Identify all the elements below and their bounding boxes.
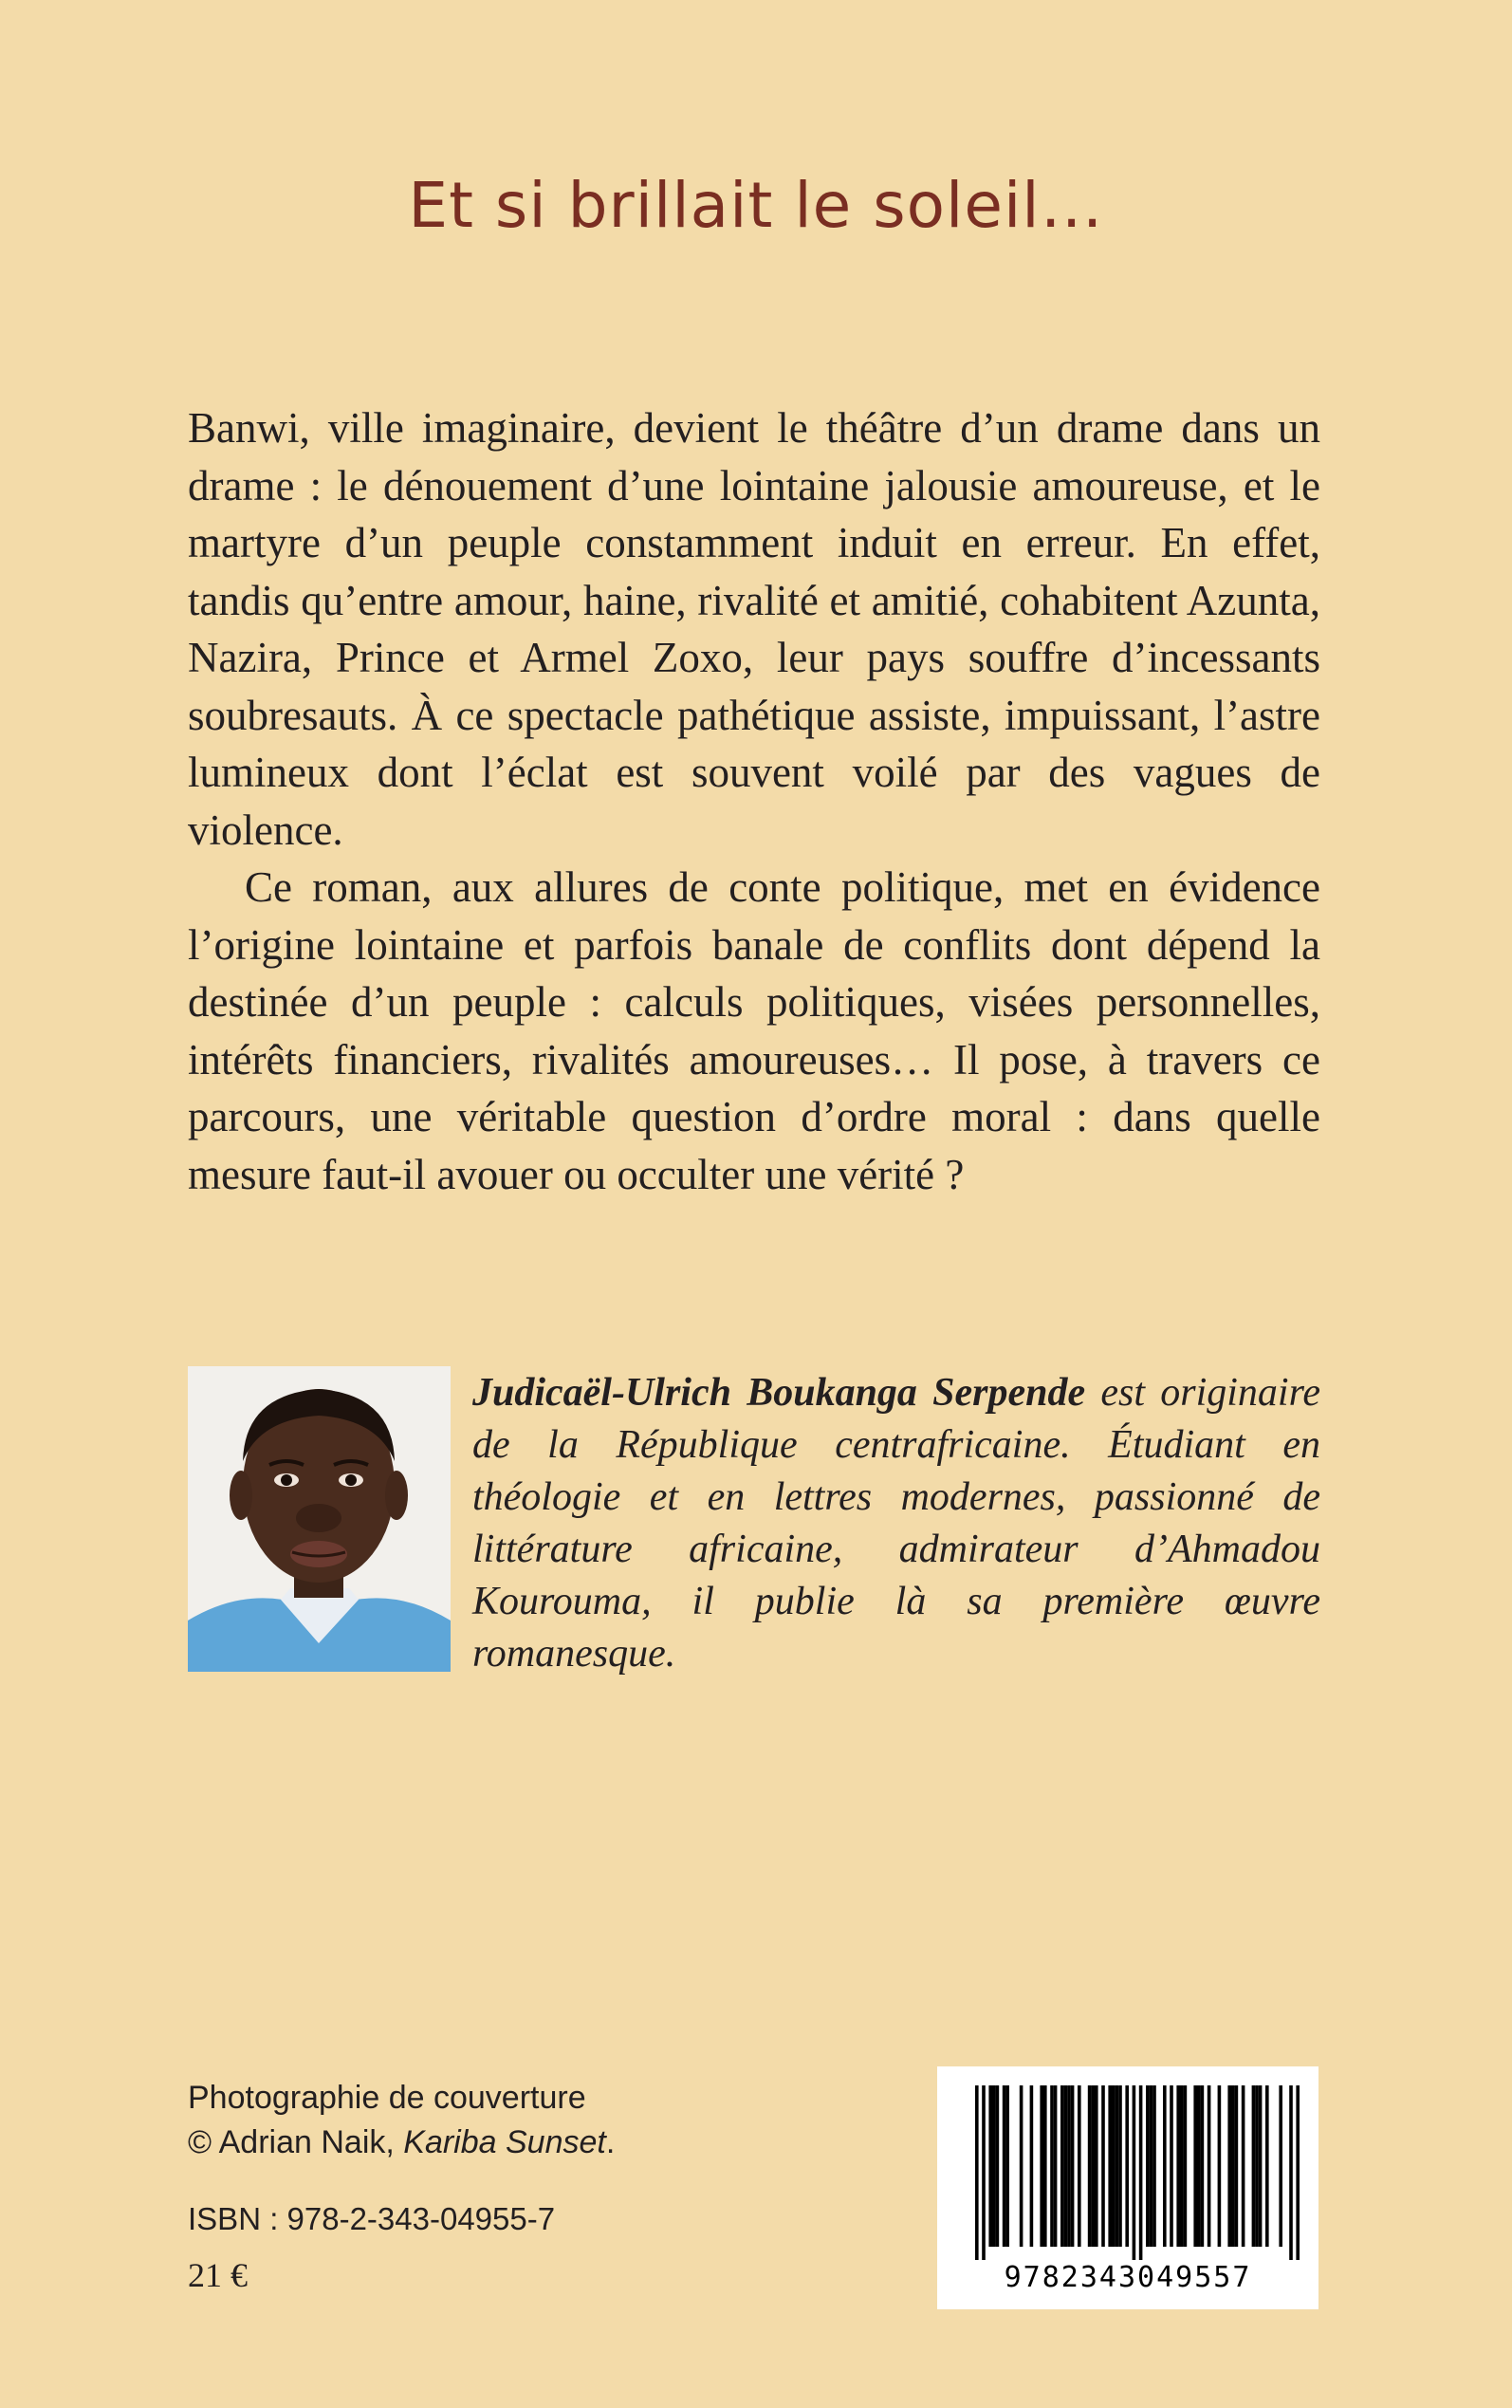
barcode-bar — [1150, 2085, 1153, 2247]
barcode-bar — [975, 2085, 979, 2260]
barcode-bar — [1242, 2085, 1245, 2247]
barcode-bar — [1180, 2085, 1184, 2247]
barcode-bar — [1197, 2085, 1201, 2247]
barcode-bar — [1265, 2085, 1269, 2247]
barcode-bar — [1296, 2085, 1300, 2260]
barcode-bar — [1152, 2085, 1156, 2247]
barcode-digits: 9782343049557 — [1004, 2261, 1252, 2294]
barcode-bar — [1060, 2085, 1064, 2247]
barcode-bar — [982, 2085, 986, 2260]
credits-photo-title: Kariba Sunset — [403, 2124, 606, 2160]
barcode-bar — [988, 2085, 992, 2247]
barcode-bar — [1095, 2085, 1098, 2247]
barcode-bar — [1043, 2085, 1047, 2247]
barcode-bar — [1289, 2085, 1293, 2260]
blurb-paragraph-1: Banwi, ville imaginaire, devient le théâtre d’un drame dans un drame : le dénouement d’une lointaine jalousie amoureuse, et le martyre d’un peuple constamment induit en erreur. En effet, tandis qu’entre amour, haine, rivalité et amitié, cohabitent Azunta, Nazira, Prince et Armel Zoxo, leur pays souffre d’incessants soubresauts. À ce spectacle pathétique assiste, impuissant, l’astre lumineux dont l’éclat est souvent voilé par des vagues de violence. — [188, 404, 1320, 854]
barcode-bar — [1003, 2085, 1006, 2247]
barcode-bar — [1067, 2085, 1071, 2247]
barcode-bar — [1252, 2085, 1256, 2247]
barcode-bar — [1193, 2085, 1197, 2247]
isbn: ISBN : 978-2-343-04955-7 — [188, 2201, 556, 2236]
barcode-bar — [1227, 2085, 1231, 2247]
book-title: Et si brillait le soleil… — [408, 169, 1104, 242]
back-cover-blurb — [188, 399, 1320, 1203]
barcode-bar — [1208, 2085, 1211, 2247]
author-bio-text: est originaire de la République centrafricaine. Étudiant en théologie et en lettres modernes, passionné de littérature africaine, admirateur d’Ahmadou Kourouma, il publie là sa première œuvre romanesque. — [472, 1371, 1321, 1676]
barcode-bar — [1116, 2085, 1119, 2247]
barcode-bar — [1040, 2085, 1043, 2247]
barcode-bar — [1125, 2085, 1129, 2247]
barcode-bar — [1071, 2085, 1075, 2247]
barcode-bar — [1170, 2085, 1173, 2247]
barcode-bar — [1112, 2085, 1116, 2247]
barcode — [937, 2066, 1318, 2309]
barcode-bar — [1279, 2085, 1282, 2247]
author-photo — [188, 1366, 451, 1672]
barcode-bar — [1184, 2085, 1188, 2247]
barcode-bar — [1235, 2085, 1239, 2247]
author-bio — [472, 1367, 1320, 1680]
barcode-bar — [1163, 2085, 1167, 2247]
barcode-bar — [1218, 2085, 1222, 2247]
credits-suffix: . — [605, 2124, 616, 2160]
barcode-bar — [996, 2085, 1000, 2247]
credits-line-1: Photographie de couverture — [188, 2080, 586, 2116]
price: 21 € — [188, 2256, 248, 2294]
blurb-paragraph-2: Ce roman, aux allures de conte politique, met en évidence l’origine lointaine et parfois banale de conflits dont dépend la destinée d’un peuple : calculs politiques, visées personnelles, intérêts financiers, rivalités amoureuses… Il pose, à travers ce parcours, une véritable question d’ordre moral : dans quelle mesure faut-il avouer ou occulter une vérité ? — [188, 863, 1320, 1198]
barcode-bar — [1146, 2085, 1150, 2247]
barcode-bar — [1078, 2085, 1081, 2247]
barcode-graphic — [937, 2066, 1318, 2309]
credits-line-2 — [188, 2121, 615, 2165]
barcode-bar — [1176, 2085, 1180, 2247]
barcode-bar — [1255, 2085, 1259, 2247]
barcode-bar — [1064, 2085, 1068, 2247]
barcode-bar — [1259, 2085, 1263, 2247]
credits-photographer: © Adrian Naik, — [188, 2124, 404, 2160]
author-name: Judicaël-Ulrich Boukanga Serpende — [472, 1371, 1086, 1415]
barcode-bar — [1231, 2085, 1235, 2247]
barcode-bar — [1050, 2085, 1054, 2247]
barcode-bar — [1005, 2085, 1009, 2247]
cover-photo-credits — [188, 2076, 615, 2165]
barcode-bar — [1108, 2085, 1112, 2247]
barcode-bar — [1139, 2085, 1143, 2260]
barcode-bar — [1118, 2085, 1122, 2247]
barcode-bar — [1088, 2085, 1092, 2247]
barcode-bar — [1133, 2085, 1136, 2260]
barcode-bar — [1091, 2085, 1095, 2247]
barcode-bar — [1101, 2085, 1105, 2247]
barcode-bar — [1020, 2085, 1023, 2247]
barcode-bar — [992, 2085, 996, 2247]
barcode-bar — [1054, 2085, 1058, 2247]
barcode-bar — [1030, 2085, 1034, 2247]
barcode-bar — [1201, 2085, 1205, 2247]
